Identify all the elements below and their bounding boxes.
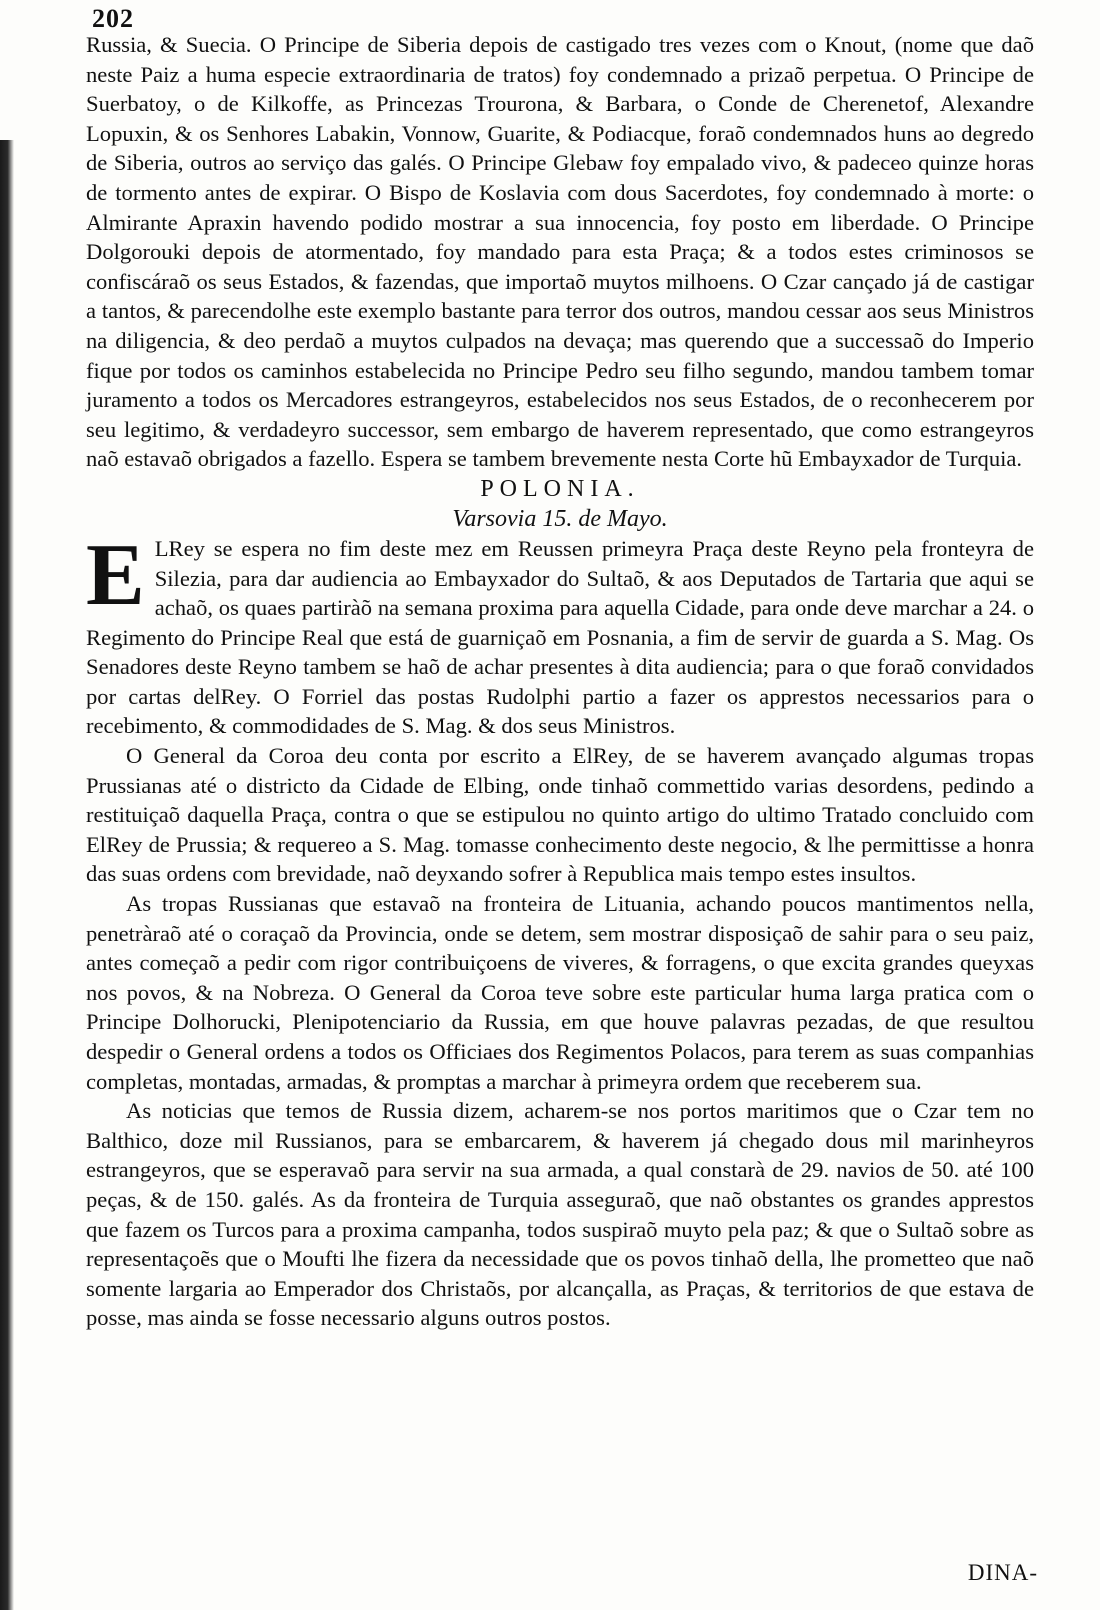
page-number: 202 <box>92 4 134 33</box>
section-title: POLONIA. <box>480 475 640 502</box>
paragraph-polonia-1 <box>86 526 1034 741</box>
binding-shadow <box>0 140 14 1610</box>
paragraph-polonia-4: As noticias que temos de Russia dizem, acharem-se nos portos maritimos que o Czar tem no Balthico, doze mil Russianos, para se embarcarem, & haverem já chegado dous mil marinheyros estrangeyros, que se esperavaõ para servir na sua armada, a qual constarà de 29. navios de 50. até 100 peças, & de 150. galés. As da fronteira de Turquia asseguraõ, que naõ obstantes os grandes apprestos que fazem os Turcos para a proxima campanha, todos suspiraõ muyto pela paz; & que o Sultaõ sobre as representaçoẽs que o Moufti lhe fizera da necessidade que os povos tinhaõ della, lhe prometteo que naõ somente largaria ao Emperador dos Christaõs, por alcançalla, as Praças, & territorios de que estava de posse, mas ainda se fosse necessario alguns outros postos. <box>86 1098 1034 1331</box>
paragraph-polonia-2: O General da Coroa deu conta por escrito a ElRey, de se haverem avançado algumas tropas Prussianas até o districto da Cidade de Elbing, onde tinhaõ commettido varias desordens, pedindo a restituiçaõ daquella Praça, contra o que se estipulou no quinto artigo do ultimo Tratado concluido com ElRey de Prussia; & requereo a S. Mag. tomasse conhecimento deste negocio, & lhe permittisse a honra das suas ordens com brevidade, naõ deyxando sofrer à Republica mais tempo estes insultos. <box>86 743 1034 887</box>
drop-cap: E <box>86 526 145 624</box>
paragraph-polonia-3: As tropas Russianas que estavaõ na fronteira de Lituania, achando poucos mantimentos nella, penetràraõ até o coraçaõ da Provincia, onde se detem, sem mostrar disposiçaõ de sahir para o seu paiz, antes começaõ a pedir com rigor contribuiçoens de viveres, & forragens, o que excita grandes queyxas nos povos, & na Nobreza. O General da Coroa teve sobre este particular huma larga pratica com o Principe Dolhorucki, Plenipotenciario da Russia, em que houve palavras pezadas, de que resultou despedir o General ordens a todos os Officiaes dos Regimentos Polacos, para terem as suas companhias completas, montadas, armadas, & promptas a marchar à primeyra ordem que receberem sua. <box>86 891 1034 1094</box>
paragraph-polonia-1-text: LRey se espera no fim deste mez em Reussen primeyra Praça deste Reyno pela fronteyra de Silezia, para dar audiencia ao Embayxador do Sultaõ, & aos Deputados de Tartaria que aqui se achaõ, os quaes partiràõ na semana proxima para aquella Cidade, para onde deve marchar a 24. o Regimento do Principe Real que está de guarniçaõ em Posnania, a fim de servir de guarda a S. Mag. Os Senadores deste Reyno tambem se haõ de achar presentes à dita audiencia; para o que foraõ convidados por cartas delRey. O Forriel das postas Rudolphi partio a fazer os apprestos necessarios para o recebimento, & commodidades de S. Mag. & dos seus Ministros. <box>86 535 1034 739</box>
dateline: Varsovia 15. de Mayo. <box>452 505 668 532</box>
paragraph-russia: Russia, & Suecia. O Principe de Siberia depois de castigado tres vezes com o Knout, (nome que daõ neste Paiz a huma especie extraordinaria de tratos) foy condemnado a prizaõ perpetua. O Principe de Suerbatoy, o de Kilkoffe, as Princezas Trourona, & Barbara, o Conde de Cherenetof, Alexandre Lopuxin, & os Senhores Labakin, Vonnow, Guarite, & Podiacque, foraõ condemnados huns ao degredo de Siberia, outros ao serviço das galés. O Principe Glebaw foy empalado vivo, & padeceo quinze horas de tormento antes de expirar. O Bispo de Koslavia com dous Sacerdotes, foy condemnado à morte: o Almirante Apraxin havendo podido mostrar a sua innocencia, foy posto em liberdade. O Principe Dolgorouki depois de atormentado, foy mandado para esta Praça; & a todos estes criminosos se confiscáraõ os seus Estados, & fazendas, que importaõ muytos milhoens. O Czar cançado já de castigar a tantos, & parecendolhe este exemplo bastante para terror dos outros, mandou cessar aos seus Ministros na diligencia, & deo perdaõ a muytos culpados na devaça; mas querendo que a successaõ do Imperio fique por todos os caminhos estabelecida no Principe Pedro seu filho segundo, mandou tambem tomar juramento a todos os Mercadores estrangeyros, estabelecidos nos seus Estados, de o reconhecerem por seu legitimo, & verdadeyro successor, sem embargo de haverem representado, que como estrangeyros naõ estavaõ obrigados a fazello. Espera se tambem brevemente nesta Corte hũ Embayxador de Turquia. <box>86 32 1034 472</box>
catchword: DINA- <box>967 1560 1038 1585</box>
page-content <box>86 30 1034 1333</box>
